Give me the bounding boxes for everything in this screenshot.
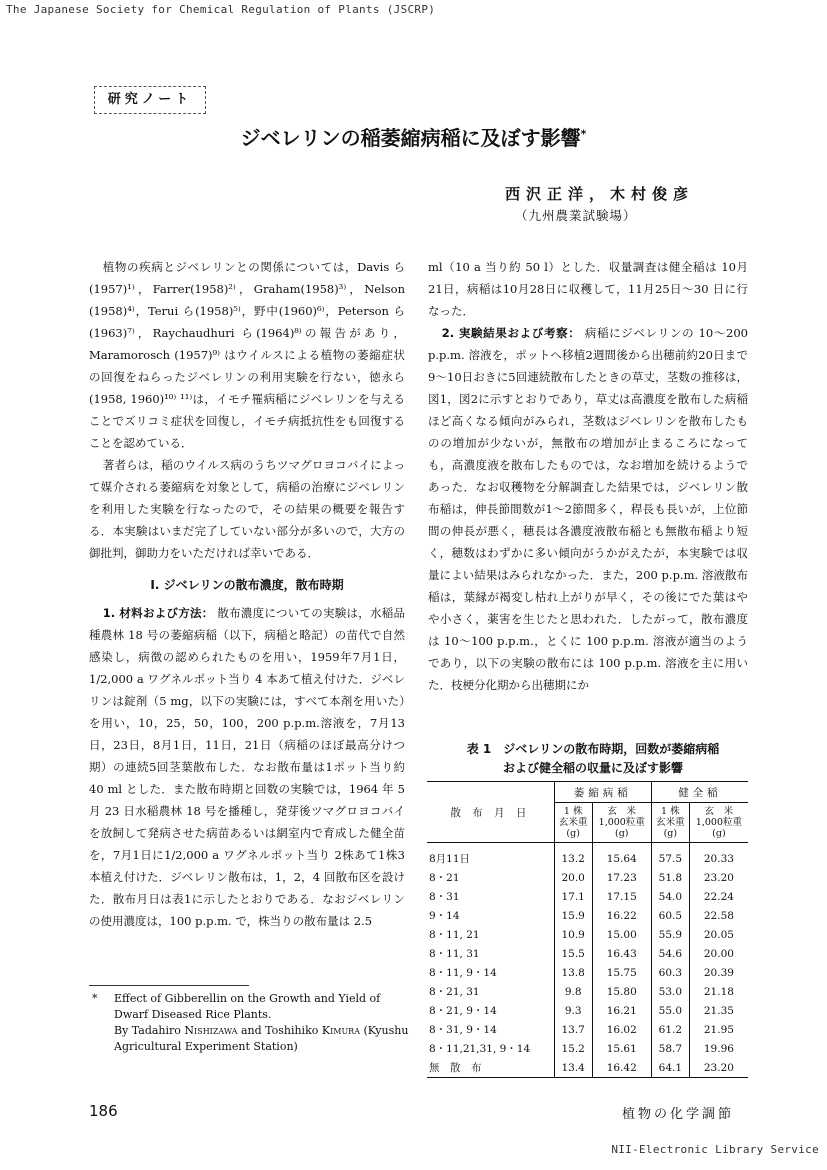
table-row [427,963,748,982]
footnote-text [114,991,410,1055]
yield-table [427,781,748,1078]
table-row [427,887,748,906]
footnote [92,991,410,1055]
archive-header: The Japanese Society for Chemical Regulation of Plants (JSCRP) [6,3,436,16]
sub-grainweight-diseased: 玄 米 1,000粒重 (g) [592,803,651,843]
cell-d2: 15.80 [592,982,651,1001]
cell-h1: 54.6 [651,944,689,963]
cell-d1: 9.3 [554,1001,592,1020]
cell-h2: 20.33 [689,843,748,869]
table-row [427,944,748,963]
cell-date: 8・11, 31 [429,948,480,960]
group-healthy: 健全稲 [651,782,748,803]
cell-h1: 58.7 [651,1039,689,1058]
right-column [428,256,748,696]
affiliation: （九州農業試験場） [515,208,637,223]
cell-h1: 54.0 [651,887,689,906]
cell-d2: 16.42 [592,1058,651,1078]
cell-d2: 17.23 [592,868,651,887]
table-caption-line-1: 表 1 ジベレリンの散布時期，回数が萎縮病稲 [466,742,720,756]
journal-name: 植物の化学調節 [622,1107,735,1122]
cell-d2: 15.00 [592,925,651,944]
cell-h1: 53.0 [651,982,689,1001]
section-tag: 研究ノート [94,86,206,114]
cell-h2: 21.18 [689,982,748,1001]
cell-h2: 20.39 [689,963,748,982]
cell-d2: 16.22 [592,906,651,925]
footnote-title: Effect of Gibberellin on the Growth and Yield of Dwarf Diseased Rice Plants. [114,992,381,1021]
footnote-mark: * [92,992,98,1005]
cell-h1: 55.9 [651,925,689,944]
cell-h2: 19.96 [689,1039,748,1058]
footnote-rule [89,985,249,986]
cell-h1: 60.5 [651,906,689,925]
cell-d1: 10.9 [554,925,592,944]
cell-date: 8・21, 31 [429,986,480,998]
cell-d2: 15.75 [592,963,651,982]
cell-d2: 15.64 [592,843,651,869]
sub-grainweight-healthy: 玄 米 1,000粒重 (g) [689,803,748,843]
cell-d2: 17.15 [592,887,651,906]
table-row [427,1020,748,1039]
cell-h1: 64.1 [651,1058,689,1078]
cell-d1: 13.2 [554,843,592,869]
article-title [0,122,827,151]
cell-h2: 23.20 [689,1058,748,1078]
cell-date: 9・14 [429,910,460,922]
table-row [427,925,748,944]
footnote-institution: (Kyushu Agricultural Experiment Station) [114,1024,409,1053]
cell-d2: 16.02 [592,1020,651,1039]
table-row [427,1058,748,1078]
sub-yield-diseased: 1 株 玄米重 (g) [554,803,592,843]
table-caption-line-2: および健全稲の収量に及ぼす影響 [502,761,683,775]
cell-h2: 20.05 [689,925,748,944]
methods-continuation: ml（10 a 当り約 50 l）とした．収量調査は健全稲は 10月21日，病稲は10月28日に収穫して，11月25日～30 日に行なった． [428,260,748,318]
section-heading: I. ジベレリンの散布濃度，散布時期 [150,578,344,592]
intro-paragraph-2: 著者らは，稲のウイルス病のうちツマグロヨコバイによって媒介される萎縮病を対象として，病稲の治療にジベレリンを利用した実験を行なったので，その結果の概要を報告する．本実験はいまだ完了していない部分が多いので，大方の御批判，御助力をいただければ幸いである． [89,458,405,560]
cell-h2: 21.35 [689,1001,748,1020]
cell-h2: 23.20 [689,868,748,887]
cell-d1: 15.9 [554,906,592,925]
table-row [427,868,748,887]
table-row [427,843,748,869]
results-text: 病稲にジベレリンの 10～200 p.p.m. 溶液を，ポットへ移植2週間後から出穂前約20日まで 9～10日おきに5回連続散布したときの草丈，茎数の推移は，図1，図2に示すとおりであり，草丈は高濃度を散布した病稲ほど高くなる傾向がみられ，茎数はジベレリンを散布したものの増加が少ないが，無散布の増加が止まるころになっても，高濃度液を散布したものでは，なお増加を続けるようであった．なお収穫物を分解調査した結果では，ジベレリン散布稲は，伸長節間数が1～2節間多く，稈長も長いが，上位節間の伸長が悪く，穂長は各濃度液散布稲とも無散布稲より短く，穂数はわずかに多い傾向がうかがえたが，本実験では収量によい結果はみられなかった．また，200 p.p.m. 溶液散布稲は，葉縁が褐変し枯れ上がりが早く，その後にでた葉はやや小さく，薬害を生じたと思われた．したがって，散布濃度は 10～100 p.p.m.，とくに 100 p.p.m. 溶液が適当のようであり，以下の実験の散布には 100 p.p.m. 溶液を主に用いた．枝梗分化期から出穂期にか [428,326,748,692]
intro-paragraph-1: 植物の疾病とジベレリンとの関係については，Davis ら(1957)¹⁾，Farrer(1958)²⁾，Graham(1958)³⁾，Nelson (1958)⁴⁾，Terui ら(1958)⁵⁾，野中(1960)⁶⁾，Peterson ら(1963)⁷⁾，Raychaudhuri ら(1964)⁸⁾の報告があり，Maramorosch (1957)⁹⁾ はウイルスによる植物の萎縮症状の回復をねらったジベレリンの利用実験を行ない，徳永ら(1958, 1960)¹⁰⁾ ¹¹⁾は，イモチ罹病稲にジベレリンを与えることでズリコミ症状を回復し，イモチ病抵抗性をも回復することを認めている． [89,260,405,450]
footnote-author-1: Nishizawa [184,1024,238,1037]
title-footnote-mark: * [580,127,587,141]
cell-h1: 57.5 [651,843,689,869]
cell-d1: 13.8 [554,963,592,982]
cell-h2: 22.58 [689,906,748,925]
sub-yield-healthy: 1 株 玄米重 (g) [651,803,689,843]
cell-date: 8・21 [429,872,460,884]
cell-date: 8月11日 [429,853,471,865]
table-row [427,1001,748,1020]
table-row [427,982,748,1001]
title-text: ジベレリンの稲萎縮病稲に及ぼす影響 [240,126,581,150]
results-paragraph [428,322,748,696]
cell-h1: 61.2 [651,1020,689,1039]
cell-h2: 22.24 [689,887,748,906]
archive-footer: NII-Electronic Library Service [611,1143,819,1156]
authors: 西沢正洋，木村俊彦 [505,185,695,203]
group-diseased: 萎縮病稲 [554,782,651,803]
cell-h1: 51.8 [651,868,689,887]
cell-h2: 21.95 [689,1020,748,1039]
cell-date: 無 散 布 [427,1058,554,1078]
cell-date: 8・21, 9・14 [429,1005,497,1017]
cell-h1: 60.3 [651,963,689,982]
cell-date: 8・11,21,31, 9・14 [429,1043,531,1055]
cell-d2: 16.21 [592,1001,651,1020]
cell-d1: 17.1 [554,887,592,906]
results-heading: 2. 実験結果および考察： [441,326,581,340]
cell-date: 8・11, 9・14 [429,967,497,979]
cell-d1: 20.0 [554,868,592,887]
cell-date: 8・31 [429,891,460,903]
cell-date: 8・11, 21 [429,929,480,941]
footnote-by: By Tadahiro [114,1024,181,1037]
table-row [427,906,748,925]
col-spray-date: 散 布 月 日 [427,782,554,843]
cell-h2: 20.00 [689,944,748,963]
cell-d1: 15.2 [554,1039,592,1058]
table-caption [428,740,758,778]
methods-heading: 1. 材料および方法： [102,606,214,620]
cell-d1: 13.7 [554,1020,592,1039]
footnote-author-2: Kimura [321,1024,360,1037]
cell-h1: 55.0 [651,1001,689,1020]
cell-d1: 15.5 [554,944,592,963]
footnote-and: and Toshihiko [240,1024,319,1037]
cell-d2: 15.61 [592,1039,651,1058]
page-number: 186 [89,1102,118,1120]
methods-text: 散布濃度についての実験は，水稲品種農林 18 号の萎縮病稲（以下，病稲と略記）の苗代で自然感染し，病徴の認められたものを用い，1959年7月1日，1/2,000 a ワグネルポット当り 4 本あて植え付けた．ジベレリンは錠剤（5 mg，以下の実験には，すべて本剤を用いた）を用い，10，25，50，100，200 p.p.m.溶液を，7月13日，23日，8月1日，11日，21日（病稲のほぼ最高分けつ期）の連続5回茎葉散布した．なお散布量は1ポット当り約 40 ml とした．また散布時期と回数の実験では，1964 年 5 月 23 日水稲農林 18 号を播種し，発芽後ツマグロヨコバイを放飼して発病させた病苗あるいは網室内で育成した健全苗を，7月1日に1/2,000 a ワグネルポット当り 2株あて1株3本植え付けた．ジベレリン散布は，1，2，4 回散布区を設けた．散布月日は表1に示したとおりである．なおジベレリンの使用濃度は，100 p.p.m. で，株当りの散布量は 2.5 [89,606,406,928]
cell-d2: 16.43 [592,944,651,963]
cell-date: 8・31, 9・14 [429,1024,497,1036]
cell-d1: 13.4 [554,1058,592,1078]
methods-paragraph [89,602,405,932]
table-body [427,843,748,1078]
cell-d1: 9.8 [554,982,592,1001]
table-row [427,1039,748,1058]
left-column [89,256,405,932]
